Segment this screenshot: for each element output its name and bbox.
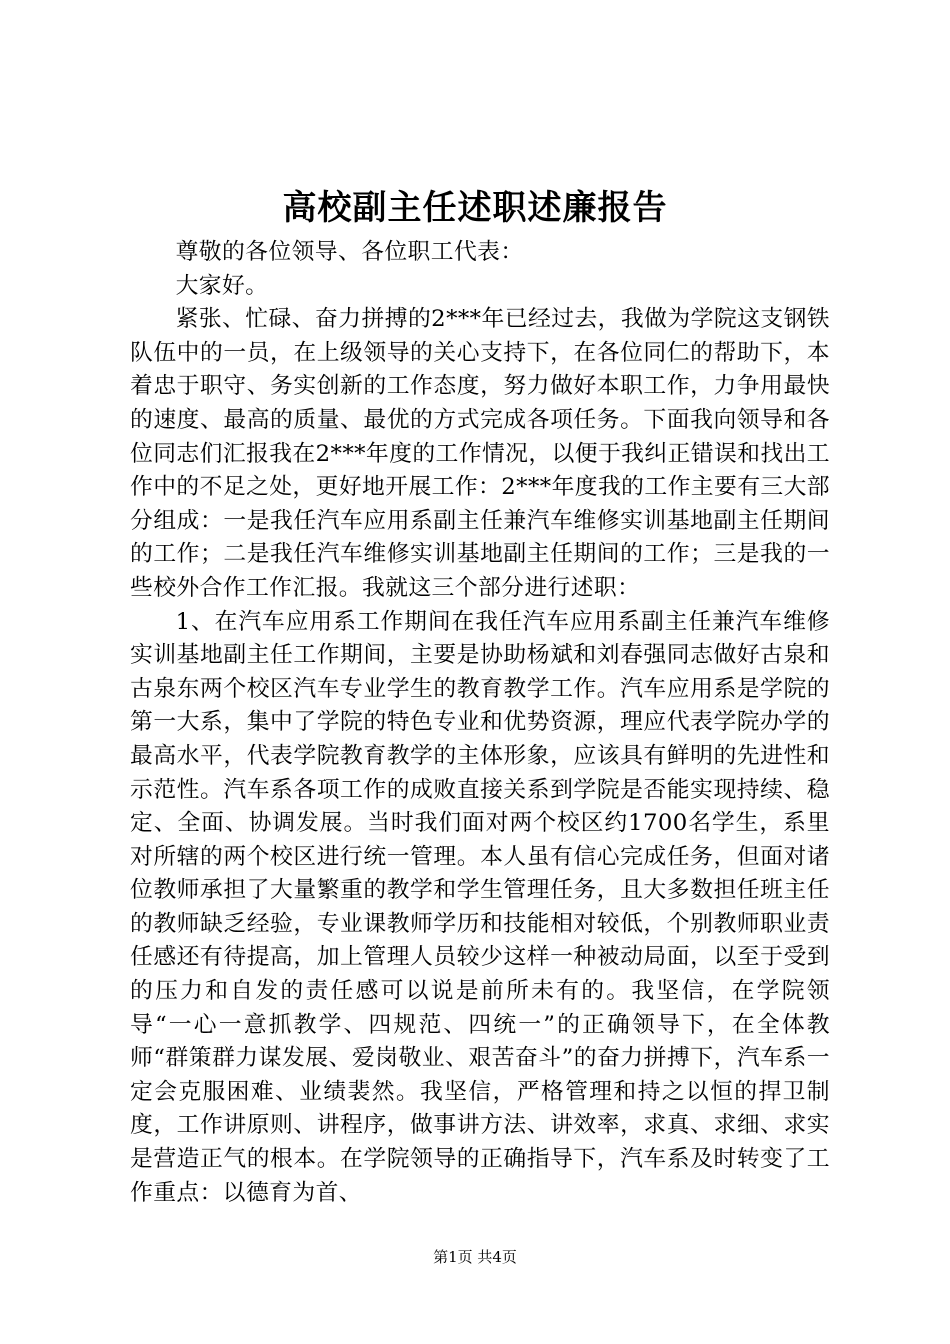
document-title: 高校副主任述职述廉报告 (282, 188, 668, 228)
document-body (130, 236, 830, 1210)
body-paragraph-intro: 紧张、忙碌、奋力拼搏的2***年已经过去，我做为学院这支钢铁队伍中的一员，在上级领导的关心支持下，在各位同仁的帮助下，本着忠于职守、务实创新的工作态度，努力做好本职工作，力争用最快的速度、最高的质量、最优的方式完成各项任务。下面我向领导和各位同志们汇报我在2***年度的工作情况，以便于我纠正错误和找出工作中的不足之处，更好地开展工作：2***年度我的工作主要有三大部分组成：一是我任汽车应用系副主任兼汽车维修实训基地副主任期间的工作；二是我任汽车维修实训基地副主任期间的工作；三是我的一些校外合作工作汇报。我就这三个部分进行述职： (130, 306, 830, 601)
greeting: 大家好。 (175, 272, 269, 299)
salutation: 尊敬的各位领导、各位职工代表： (175, 239, 524, 265)
page-number-footer: 第1页 共4页 (433, 1248, 517, 1266)
body-paragraph-section-1: 1、在汽车应用系工作期间在我任汽车应用系副主任兼汽车维修实训基地副主任工作期间，主要是协助杨斌和刘春强同志做好古泉和古泉东两个校区汽车专业学生的教育教学工作。汽车应用系是学院的第一大系，集中了学院的特色专业和优势资源，理应代表学院办学的最高水平，代表学院教育教学的主体形象，应该具有鲜明的先进性和示范性。汽车系各项工作的成败直接关系到学院是否能实现持续、稳定、全面、协调发展。当时我们面对两个校区约1700名学生，系里对所辖的两个校区进行统一管理。本人虽有信心完成任务，但面对诸位教师承担了大量繁重的教学和学生管理任务，且大多数担任班主任的教师缺乏经验，专业课教师学历和技能相对较低，个别教师职业责任感还有待提高，加上管理人员较少这样一种被动局面，以至于受到的压力和自发的责任感可以说是前所未有的。我坚信，在学院领导“一心一意抓教学、四规范、四统一”的正确领导下，在全体教师“群策群力谋发展、爱岗敬业、艰苦奋斗”的奋力拼搏下，汽车系一定会克服困难、业绩裴然。我坚信，严格管理和持之以恒的捍卫制度，工作讲原则、讲程序，做事讲方法、讲效率，求真、求细、求实是营造正气的根本。在学院领导的正确指导下，汽车系及时转变了工作重点：以德育为首、 (130, 608, 830, 1206)
